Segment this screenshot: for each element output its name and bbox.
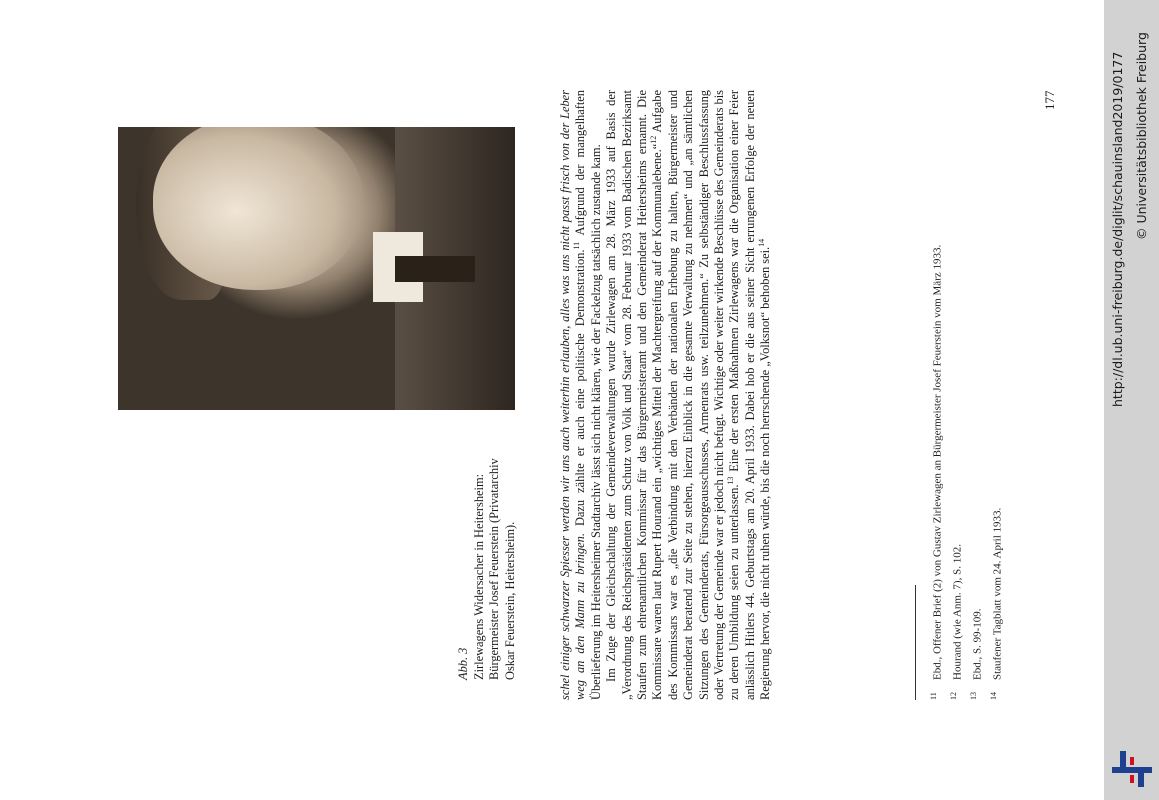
- page-number: 177: [1042, 90, 1057, 110]
- paragraph-2: [604, 90, 773, 700]
- ub-freiburg-logo-icon[interactable]: [1112, 749, 1152, 789]
- body-text: [558, 90, 774, 700]
- paragraph-1: [558, 90, 604, 700]
- footnote-text: Staufener Tagblatt vom 24. April 1933.: [992, 507, 1005, 680]
- viewer-sidebar: [1104, 0, 1159, 800]
- quote-italic: schel einiger schwarzer Spiesser werden wir uns auch weiterhin erlauben, alles was uns nicht passt frisch von der Leber weg an den Mann zu bringen.: [558, 90, 588, 700]
- caption-line: Zirlewagens Widersacher in Heitersheim:: [471, 473, 486, 680]
- figure-label: Abb. 3: [456, 647, 470, 680]
- footnote-number: 13: [969, 692, 979, 700]
- footnote-item: [926, 80, 946, 700]
- footnote-ref[interactable]: 14: [757, 238, 767, 247]
- footnote-item: [986, 80, 1006, 700]
- footnote-item: [946, 80, 966, 700]
- portrait-photo: [118, 127, 515, 410]
- footnote-item: [966, 80, 986, 700]
- photo-head: [153, 127, 363, 290]
- footnote-divider: [915, 585, 916, 700]
- caption-line: Oskar Feuerstein, Heitersheim).: [502, 521, 517, 680]
- source-url-link[interactable]: http://dl.ub.uni-freiburg.de/diglit/schauinsland2019/0177: [1110, 51, 1125, 407]
- copyright-text: © Universitätsbibliothek Freiburg: [1134, 32, 1149, 240]
- footnotes: [926, 80, 1007, 700]
- footnote-number: 11: [929, 692, 938, 700]
- footnote-ref[interactable]: 13: [726, 476, 736, 485]
- paragraph-text: Eine der ersten Maßnahmen Zirlewagens war die Organisation einer Feier anlässlich Hitlers 44. Geburtstags am 20. April 1933. Dabei hob er die aus seiner Sicht errungenen Erfolge der neuen Regierung hervor, die nicht ruhen würde, bis die noch herrschende „Volksnot“ behoben sei.: [727, 90, 773, 700]
- paragraph-text: Dazu zählte er auch eine politische Demonstration.: [573, 249, 588, 534]
- paragraph-text: Im Zuge der Gleichschaltung der Gemeindeverwaltungen wurde Zirlewagen am 28. März 1933 auf Basis der „Verordnung des Reichspräsidenten zum Schutz von Volk und Staat“ vom 28. Februar 1933 vom Badischen Bezirksamt Staufen zum ehrenamtlichen Kommissar für das Bürgermeisteramt und den Gemeinderat Heitersheims ernannt. Die Kommissare waren laut Rupert Hourand ein „wichtiges Mittel der Machtergreifung auf der Kommunalebene.“: [604, 90, 665, 700]
- footnote-number: 14: [989, 692, 999, 700]
- paragraph-text: Aufgrund der mangelhaften Überlieferung im Heitersheimer Stadtarchiv lässt sich nicht klären, wie der Fackelzug tatsächlich zustande kam.: [573, 90, 603, 700]
- footnote-text: Hourand (wie Anm. 7), S. 102.: [951, 544, 964, 680]
- footnote-ref[interactable]: 11: [572, 241, 582, 250]
- sidebar-rotated: [1104, 0, 1159, 800]
- footnote-number: 12: [949, 692, 959, 700]
- photo-tie: [395, 256, 475, 282]
- footnote-ref[interactable]: 12: [649, 135, 659, 144]
- figure-caption: [456, 458, 518, 680]
- caption-line: Bürgermeister Josef Feuerstein (Privatarchiv: [487, 458, 501, 680]
- paragraph-text: Aufgabe des Kommissars war es „die Verbindung mit den Verbänden der nationalen Erhebung zu halten, Bürgermeister und Gemeinderat beratend zur Seite zu stehen, hierzu Einblick in die gesamte Verwaltung zu nehmen“ und „an sämtlichen Sitzungen des Gemeinderats, Fürsorgeausschusses, Armenrats usw. teilzunehmen.“ Zu selbständiger Beschlussfassung oder Vertretung der Gemeinde war er jedoch nicht befugt. Wichtige oder weiter wirkende Beschlüsse des Gemeinderats bis zu deren Umbildung seien zu unterlassen.: [650, 89, 742, 700]
- footnote-text: Ebd., Offener Brief (2) von Gustav Zirlewagen an Bürgermeister Josef Feuerstein vom März 1933.: [931, 244, 944, 680]
- footnote-text: Ebd., S. 99-109.: [971, 608, 984, 680]
